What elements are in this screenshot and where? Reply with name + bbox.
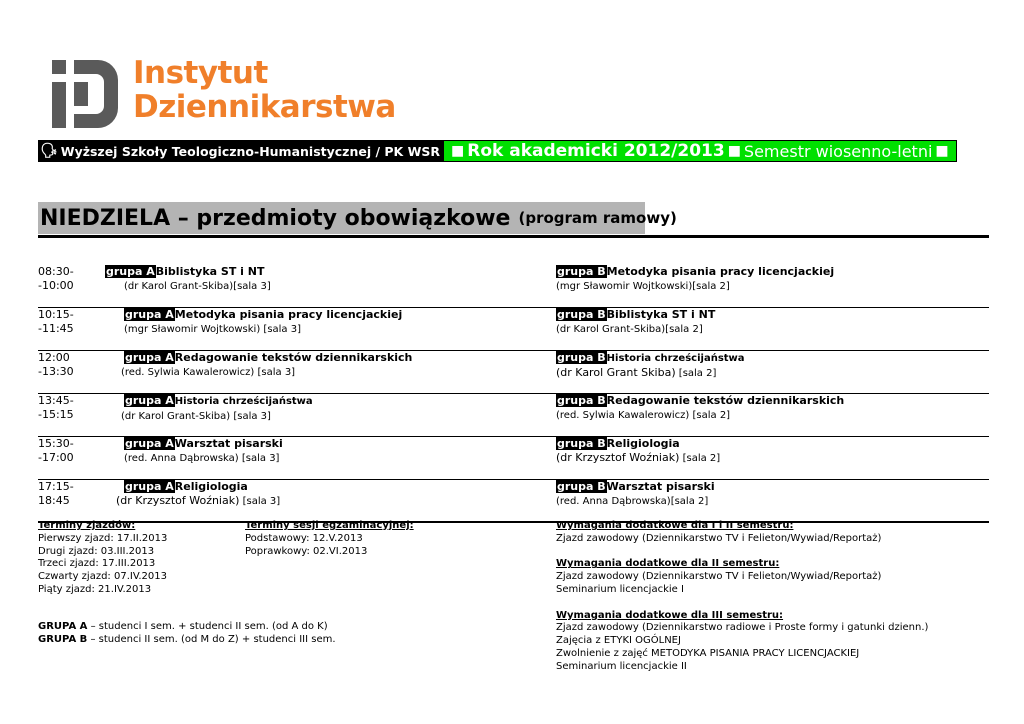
group-a-tag: grupa A	[125, 394, 174, 407]
lecturer: (dr Karol Grant Skiba)	[556, 366, 676, 379]
requirements-header: Wymagania dodatkowe dla II semestru:	[556, 558, 780, 570]
lecturer-room: (red. Anna Dąbrowska)[sala 2]	[556, 496, 709, 507]
lecturer-room: (mgr Sławomir Wojtkowski) [sala 3]	[124, 324, 302, 335]
page-title-sub: (program ramowy)	[518, 209, 677, 227]
group-a-tag: grupa A	[125, 480, 174, 493]
group-a-legend: GRUPA A – studenci I sem. + studenci II sem. (od A do K)	[38, 621, 328, 632]
group-a-tag: grupa A	[106, 265, 155, 278]
exam-date: Poprawkowy: 02.VI.2013	[245, 545, 368, 557]
subject-name: Historia chrześcijaństwa	[174, 396, 313, 407]
logo-line-1: Instytut	[133, 55, 268, 91]
header-banner	[38, 140, 957, 162]
meeting-date: Piąty zjazd: 21.IV.2013	[38, 583, 152, 595]
subject-name: Metodyka pisania pracy licencjackiej	[606, 265, 835, 278]
square-bullet-icon: ■	[727, 143, 741, 159]
subject-name: Redagowanie tekstów dziennikarskich	[606, 394, 845, 407]
schedule-row	[38, 265, 989, 308]
subject-name: Redagowanie tekstów dziennikarskich	[174, 351, 413, 364]
group-b-class	[556, 351, 745, 381]
requirement-item: Zajęcia z ETYKI OGÓLNEJ	[556, 635, 681, 647]
subject-name: Biblistyka ST i NT	[606, 308, 716, 321]
group-b-class	[556, 480, 715, 509]
page-title-main: NIEDZIELA – przedmioty obowiązkowe	[40, 205, 511, 231]
lecturer: (dr Krzysztof Woźniak)	[116, 494, 240, 507]
room: [sala 3]	[239, 496, 281, 507]
school-name: Wyższej Szkoły Teologiczno-Humanistycznej / PK WSR	[60, 143, 440, 159]
time-range: 13:45- -15:15	[38, 394, 74, 421]
time-range: 17:15- 18:45	[38, 480, 74, 507]
lecturer-room: (dr Karol Grant-Skiba)[sala 2]	[556, 324, 703, 335]
speaking-head-icon: 🗣	[40, 143, 58, 159]
group-a-class	[124, 308, 402, 337]
semester: Semestr wiosenno-letni	[743, 141, 933, 161]
group-b-class	[556, 265, 834, 294]
group-b-tag: grupa B	[557, 394, 606, 407]
group-a-class	[116, 480, 281, 509]
exam-session-header: Terminy sesji egzaminacyjnej:	[245, 520, 414, 531]
groups-legend	[38, 621, 336, 647]
lecturer-room: (dr Karol Grant-Skiba) [sala 3]	[121, 411, 271, 422]
group-a-class	[121, 351, 413, 380]
schedule-row	[38, 394, 989, 437]
meeting-date: Trzeci zjazd: 17.III.2013	[38, 558, 156, 570]
group-b-tag: grupa B	[557, 480, 606, 493]
group-b-class	[556, 394, 844, 423]
meeting-dates-header: Terminy zjazdów:	[38, 520, 136, 531]
subject-name: Warsztat pisarski	[174, 437, 283, 450]
room: [sala 2]	[679, 453, 721, 464]
meeting-date: Pierwszy zjazd: 17.II.2013	[38, 532, 168, 544]
group-b-tag: grupa B	[557, 265, 606, 278]
logo-line-2: Dziennikarstwa	[133, 89, 396, 125]
schedule-row	[38, 480, 989, 523]
square-bullet-icon: ■	[935, 143, 949, 159]
subject-name: Biblistyka ST i NT	[155, 265, 265, 278]
lecturer-room: (red. Sylwia Kawalerowicz) [sala 3]	[121, 367, 296, 378]
requirements-header: Wymagania dodatkowe dla III semestru:	[556, 609, 784, 621]
title-divider	[38, 235, 989, 238]
subject-name: Warsztat pisarski	[606, 480, 715, 493]
subject-name: Historia chrześcijaństwa	[606, 353, 745, 364]
exam-date: Podstawowy: 12.V.2013	[245, 532, 363, 544]
meeting-date: Drugi zjazd: 03.III.2013	[38, 545, 155, 557]
academic-year-banner	[443, 140, 957, 162]
school-banner	[38, 140, 443, 162]
academic-year: Rok akademicki 2012/2013	[467, 141, 725, 161]
exam-session-dates	[245, 520, 414, 558]
additional-requirements	[556, 520, 928, 674]
time-range: 12:00 -13:30	[38, 351, 74, 378]
room: [sala 2]	[675, 368, 717, 379]
schedule-row	[38, 308, 989, 351]
requirement-item: Seminarium licencjackie II	[556, 660, 687, 672]
page-title	[38, 202, 677, 234]
requirement-item: Zjazd zawodowy (Dziennikarstwo radiowe i Proste formy i gatunki dzienn.)	[556, 622, 929, 634]
group-b-class	[556, 308, 715, 337]
schedule-row	[38, 437, 989, 480]
group-a-class	[105, 265, 271, 294]
time-range: 08:30- -10:00	[38, 265, 74, 292]
group-b-legend: GRUPA B – studenci II sem. (od M do Z) + studenci III sem.	[38, 633, 336, 645]
group-a-class	[121, 394, 313, 424]
institute-logo-text	[133, 56, 396, 124]
requirement-item: Seminarium licencjackie I	[556, 583, 684, 595]
lecturer-room: (red. Anna Dąbrowska) [sala 3]	[124, 453, 280, 464]
subject-name: Religiologia	[174, 480, 248, 493]
group-a-class	[124, 437, 283, 466]
group-b-tag: grupa B	[557, 437, 606, 450]
group-a-tag: grupa A	[125, 351, 174, 364]
meeting-date: Czwarty zjazd: 07.IV.2013	[38, 571, 167, 583]
schedule-row	[38, 351, 989, 394]
requirement-item: Zjazd zawodowy (Dziennikarstwo TV i Felieton/Wywiad/Reportaż)	[556, 571, 882, 583]
requirement-item: Zjazd zawodowy (Dziennikarstwo TV i Felieton/Wywiad/Reportaż)	[556, 532, 882, 544]
group-a-tag: grupa A	[125, 437, 174, 450]
lecturer: (dr Krzysztof Woźniak)	[556, 451, 680, 464]
meeting-dates	[38, 520, 167, 597]
lecturer-room: (red. Sylwia Kawalerowicz) [sala 2]	[556, 410, 731, 421]
requirement-item: Zwolnienie z zajęć METODYKA PISANIA PRACY LICENCJACKIEJ	[556, 647, 860, 659]
lecturer-room: (dr Karol Grant-Skiba)[sala 3]	[124, 281, 271, 292]
subject-name: Metodyka pisania pracy licencjackiej	[174, 308, 403, 321]
group-b-tag: grupa B	[557, 308, 606, 321]
time-range: 10:15- -11:45	[38, 308, 74, 335]
time-range: 15:30- -17:00	[38, 437, 74, 464]
square-bullet-icon: ■	[451, 143, 465, 159]
group-b-class	[556, 437, 720, 466]
subject-name: Religiologia	[606, 437, 680, 450]
lecturer-room: (mgr Sławomir Wojtkowski)[sala 2]	[556, 281, 730, 292]
group-a-tag: grupa A	[125, 308, 174, 321]
institute-logo-icon	[52, 60, 118, 128]
group-b-tag: grupa B	[557, 351, 606, 364]
requirements-header: Wymagania dodatkowe dla I i II semestru:	[556, 520, 794, 531]
